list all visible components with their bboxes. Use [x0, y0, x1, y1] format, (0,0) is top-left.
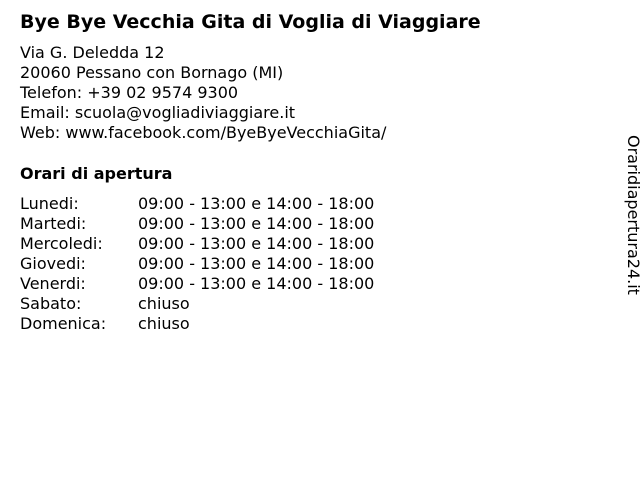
day-label: Mercoledi: [20, 234, 103, 253]
day-label: Martedi: [20, 214, 87, 233]
opening-hours-heading: Orari di apertura [20, 164, 173, 183]
day-label: Sabato: [20, 294, 82, 313]
time-value: 09:00 - 13:00 e 14:00 - 18:00 [138, 274, 375, 293]
day-label: Lunedi: [20, 194, 79, 213]
site-watermark: Oraridiapertura24.it [624, 135, 643, 295]
time-value: 09:00 - 13:00 e 14:00 - 18:00 [138, 234, 375, 253]
website-address: Web: www.facebook.com/ByeByeVecchiaGita/ [20, 123, 387, 142]
phone-number: Telefon: +39 02 9574 9300 [20, 83, 239, 102]
business-contact-block [20, 43, 386, 143]
city-address: 20060 Pessano con Bornago (MI) [20, 63, 284, 82]
time-value: chiuso [138, 294, 190, 313]
business-name: Bye Bye Vecchia Gita di Voglia di Viaggiare [20, 11, 481, 33]
day-label: Domenica: [20, 314, 107, 333]
day-label: Venerdi: [20, 274, 86, 293]
time-value: chiuso [138, 314, 190, 333]
time-value: 09:00 - 13:00 e 14:00 - 18:00 [138, 214, 375, 233]
street-address: Via G. Deledda 12 [20, 43, 165, 62]
time-value: 09:00 - 13:00 e 14:00 - 18:00 [138, 254, 375, 273]
email-address: Email: scuola@vogliadiviaggiare.it [20, 103, 296, 122]
day-label: Giovedi: [20, 254, 86, 273]
time-value: 09:00 - 13:00 e 14:00 - 18:00 [138, 194, 375, 213]
